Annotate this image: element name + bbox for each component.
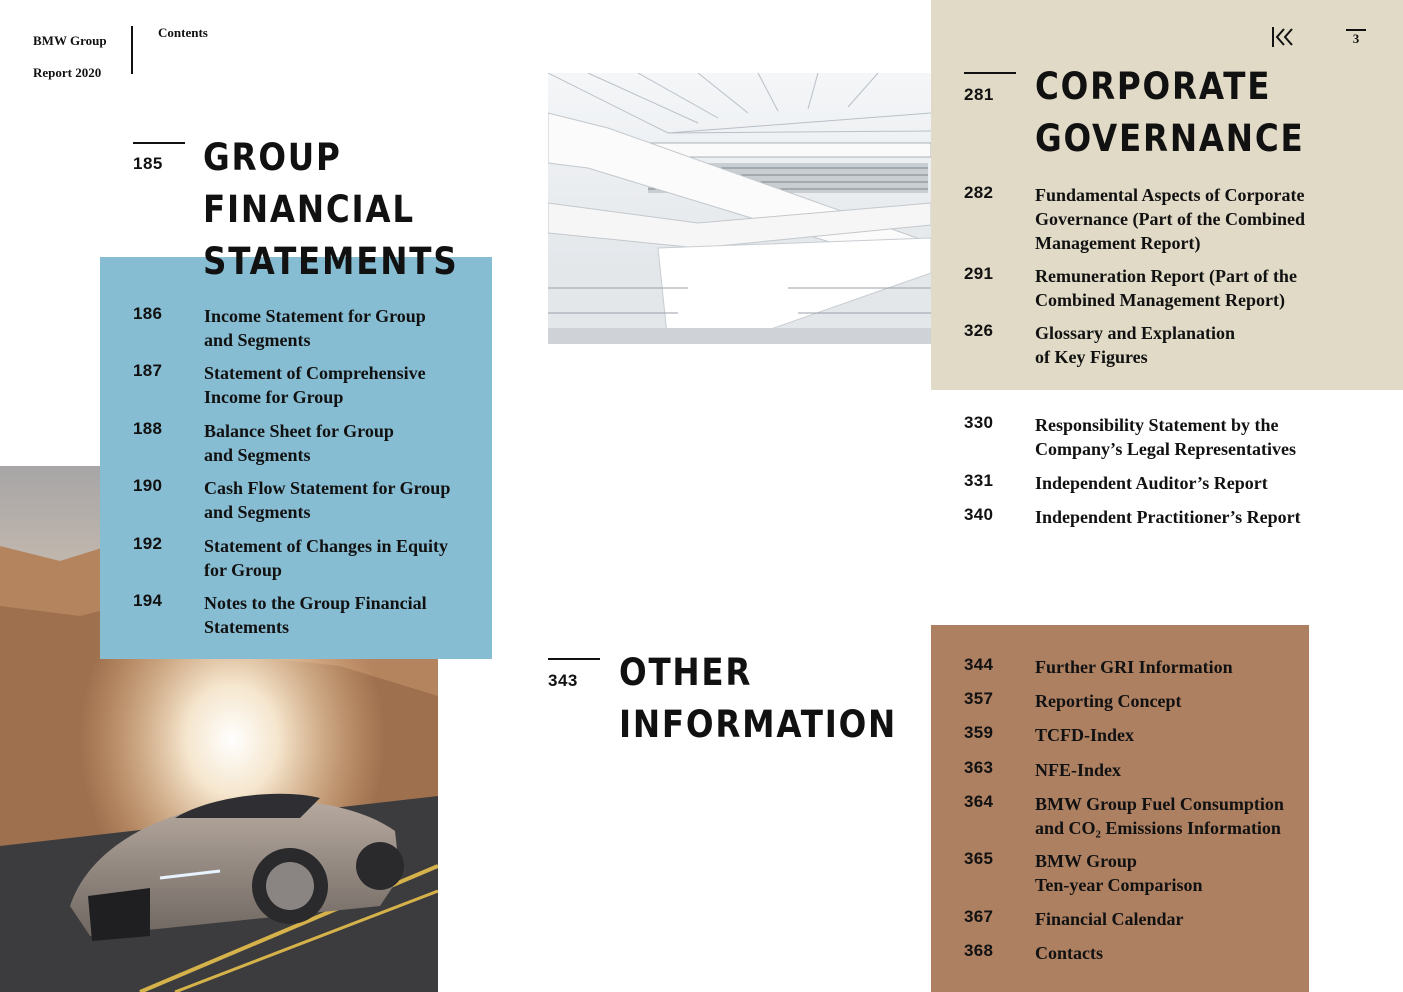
toc-entry-page-number: 340 <box>964 505 994 524</box>
section-rule <box>964 72 1016 74</box>
toc-entry-page-number: 331 <box>964 471 994 490</box>
corporate-governance-title[interactable] <box>1035 61 1304 165</box>
toc-entry-title <box>1035 849 1203 897</box>
title-line: INFORMATION <box>619 703 898 746</box>
toc-entry-title-line: and Segments <box>204 330 311 350</box>
toc-entry-title-line: Management Report) <box>1035 233 1201 253</box>
title-line: FINANCIAL <box>203 188 415 231</box>
toc-entry-page-number: 364 <box>964 792 994 811</box>
toc-entry-title-line: Notes to the Group Financial <box>204 593 427 613</box>
toc-entry-title <box>204 304 426 352</box>
toc-entry-title-line: Contacts <box>1035 943 1103 963</box>
toc-entry-page-number: 368 <box>964 941 994 960</box>
toc-entry-page-number: 357 <box>964 689 994 708</box>
toc-entry-title-line: of Key Figures <box>1035 347 1148 367</box>
toc-entry-title <box>204 419 394 467</box>
brand-line-2: Report 2020 <box>33 65 102 80</box>
toc-entry-title-line: and Segments <box>204 445 311 465</box>
title-line: GOVERNANCE <box>1035 117 1305 160</box>
toc-entry-page-number: 194 <box>133 591 163 610</box>
toc-entry-title-line: Fundamental Aspects of Corporate <box>1035 185 1305 205</box>
toc-entry-title <box>1035 792 1284 840</box>
toc-entry-title-line: Cash Flow Statement for Group <box>204 478 451 498</box>
section-rule <box>133 142 185 144</box>
toc-entry-title <box>1035 183 1305 255</box>
header-divider <box>131 26 133 74</box>
toc-entry-title-line: Governance (Part of the Combined <box>1035 209 1305 229</box>
toc-entry-page-number: 282 <box>964 183 994 202</box>
toc-entry-title <box>204 591 427 639</box>
toc-entry-title <box>1035 413 1296 461</box>
other-information-title[interactable] <box>619 647 897 751</box>
brand-line-1: BMW Group <box>33 33 107 48</box>
section-page-number[interactable]: 185 <box>133 154 163 173</box>
toc-entry-title-line: TCFD-Index <box>1035 725 1135 745</box>
toc-entry-title <box>204 476 450 524</box>
toc-entry-page-number: 192 <box>133 534 163 553</box>
toc-entry-title-line: Glossary and Explanation <box>1035 323 1236 343</box>
toc-entry-title-line: Reporting Concept <box>1035 691 1182 711</box>
toc-entry-page-number: 188 <box>133 419 163 438</box>
first-page-icon[interactable] <box>1266 24 1296 50</box>
title-line: GROUP <box>203 136 342 179</box>
title-line: OTHER <box>619 651 753 694</box>
toc-entry-title-line: Financial Calendar <box>1035 909 1184 929</box>
toc-entry-page-number: 186 <box>133 304 163 323</box>
toc-entry-page-number: 330 <box>964 413 994 432</box>
toc-entry-title <box>204 361 426 409</box>
toc-entry-title-line: Statement of Changes in Equity <box>204 536 449 556</box>
section-rule <box>548 658 600 660</box>
toc-entry-title-line: NFE-Index <box>1035 760 1122 780</box>
toc-entry-title-line: Income for Group <box>204 387 344 407</box>
page-number: 3 <box>1352 31 1360 46</box>
toc-entry-title <box>1035 758 1121 782</box>
toc-entry-page-number: 326 <box>964 321 994 340</box>
toc-entry-title-line: Balance Sheet for Group <box>204 421 394 441</box>
toc-entry-page-number: 187 <box>133 361 163 380</box>
toc-entry-title-line: Combined Management Report) <box>1035 290 1285 310</box>
toc-entry-title-line: and Segments <box>204 502 311 522</box>
toc-entry-title <box>1035 655 1233 679</box>
toc-entry-title-line: Independent Auditor’s Report <box>1035 473 1268 493</box>
building-atrium-photo <box>548 73 931 344</box>
toc-entry-title-line: Company’s Legal Representatives <box>1035 439 1296 459</box>
toc-entry-page-number: 344 <box>964 655 994 674</box>
toc-entry-title-line: Income Statement for Group <box>204 306 426 326</box>
toc-entry-page-number: 190 <box>133 476 163 495</box>
toc-entry-title <box>1035 941 1103 965</box>
toc-entry-page-number: 365 <box>964 849 994 868</box>
title-line: CORPORATE <box>1035 65 1272 108</box>
toc-entry-title-line: Statements <box>204 617 289 637</box>
toc-entry-page-number: 291 <box>964 264 994 283</box>
toc-entry-title-line: Remuneration Report (Part of the <box>1035 266 1297 286</box>
toc-entry-title <box>1035 689 1182 713</box>
section-label: Contents <box>158 25 208 40</box>
toc-entry-title <box>1035 907 1184 931</box>
report-brand <box>33 25 107 89</box>
toc-entry-title-line: Statement of Comprehensive <box>204 363 426 383</box>
toc-entry-title-line: Responsibility Statement by the <box>1035 415 1279 435</box>
toc-entry-title <box>1035 471 1268 495</box>
title-line: STATEMENTS <box>203 240 459 283</box>
toc-entry-title <box>1035 723 1134 747</box>
toc-entry-page-number: 367 <box>964 907 994 926</box>
group-financial-statements-title[interactable] <box>203 132 458 288</box>
toc-entry-title <box>1035 264 1297 312</box>
toc-entry-title-line: for Group <box>204 560 282 580</box>
toc-entry-title-line: BMW Group <box>1035 851 1137 871</box>
toc-entry-title-line: BMW Group Fuel Consumption <box>1035 794 1284 814</box>
toc-entry-title-line: Independent Practitioner’s Report <box>1035 507 1301 527</box>
toc-entry-page-number: 359 <box>964 723 994 742</box>
toc-entry-title <box>1035 321 1235 369</box>
section-page-number[interactable]: 343 <box>548 671 578 690</box>
toc-entry-page-number: 363 <box>964 758 994 777</box>
section-page-number[interactable]: 281 <box>964 85 994 104</box>
toc-entry-title-line: and CO₂ Emissions Information <box>1035 818 1281 838</box>
toc-entry-title <box>1035 505 1301 529</box>
toc-entry-title-line: Further GRI Information <box>1035 657 1233 677</box>
toc-entry-title-line: Ten-year Comparison <box>1035 875 1203 895</box>
toc-entry-title <box>204 534 448 582</box>
